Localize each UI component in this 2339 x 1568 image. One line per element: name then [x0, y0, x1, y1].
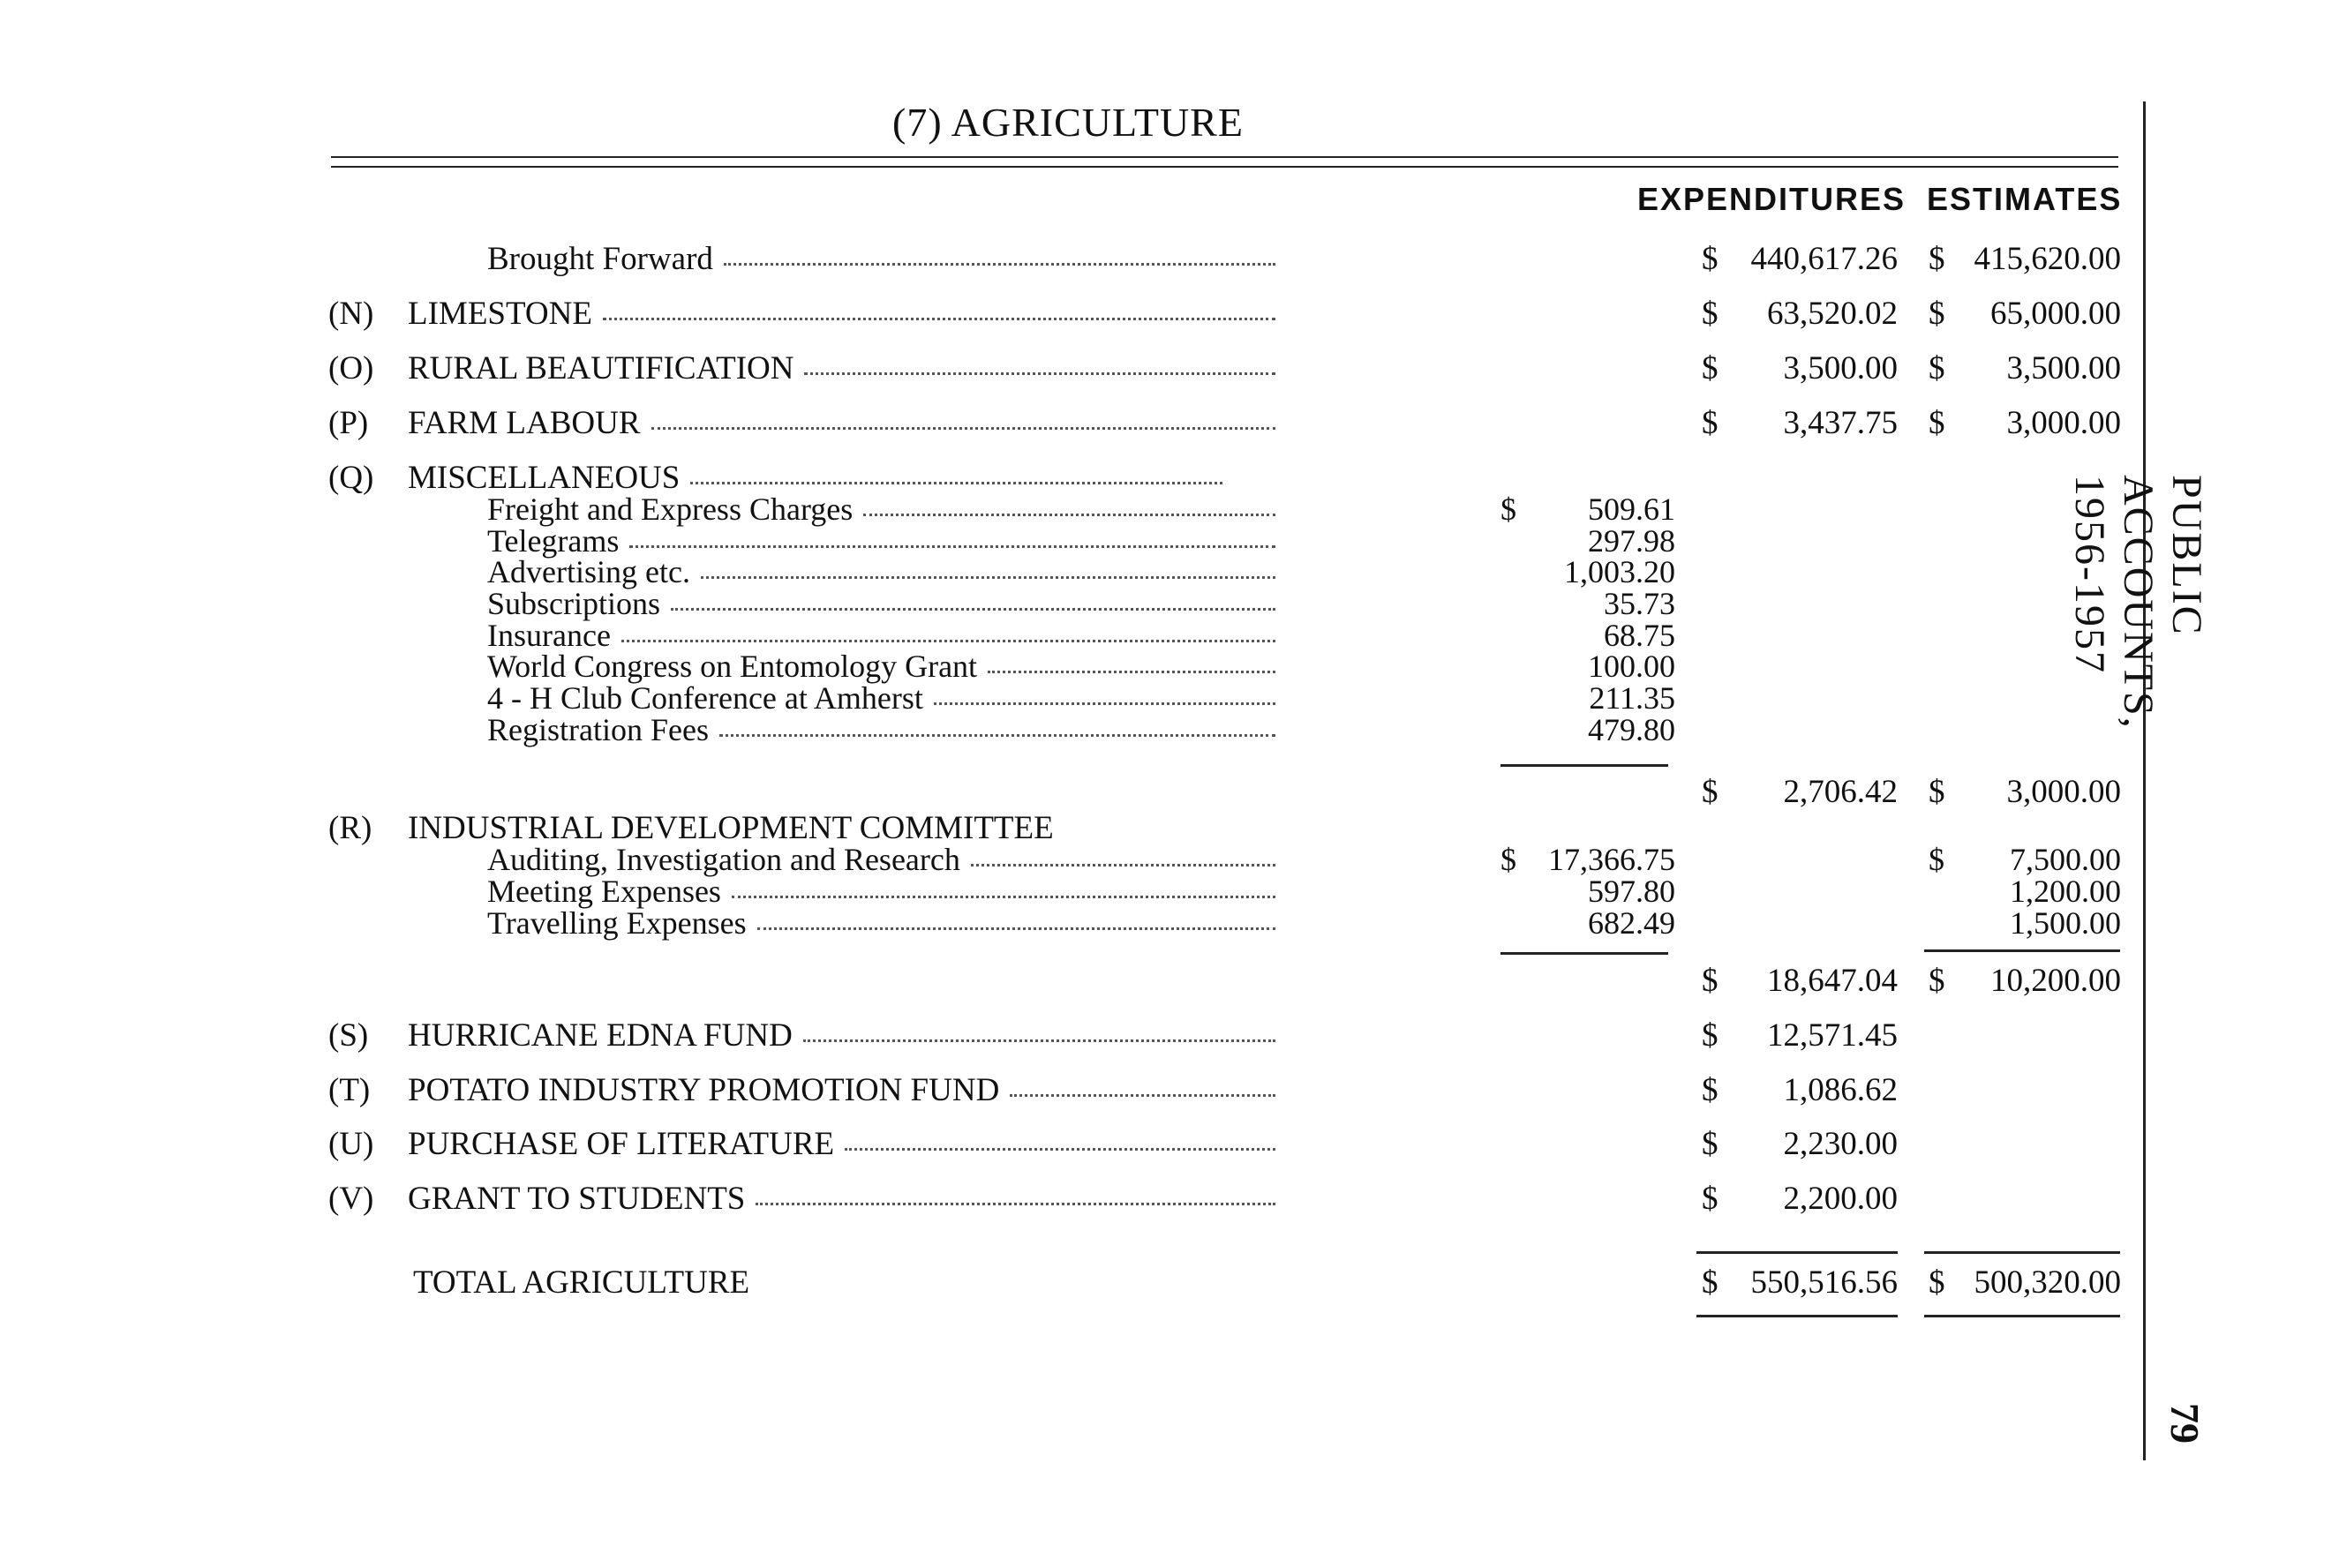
dot-leader	[803, 1039, 1275, 1042]
dot-leader	[845, 1148, 1275, 1151]
expenditure-amount: 1,086.62	[1783, 1072, 1898, 1108]
expenditure-amount: 3,437.75	[1783, 405, 1898, 441]
item-label-text: FARM LABOUR	[408, 405, 641, 441]
expenditure-amount: 12,571.45	[1767, 1017, 1898, 1054]
item-label	[487, 240, 1275, 278]
dollar-sign: $	[1929, 1264, 1945, 1301]
dot-leader	[934, 702, 1275, 705]
dot-leader	[756, 1203, 1275, 1205]
expenditure-amount: 2,200.00	[1783, 1181, 1898, 1217]
sub-item-amount: 597.80	[1588, 874, 1675, 909]
item-label-text: PURCHASE OF LITERATURE	[408, 1126, 835, 1162]
dollar-sign: $	[1929, 842, 1944, 877]
page-number: 79	[2162, 1403, 2207, 1444]
estimates-header: ESTIMATES	[1927, 181, 2123, 217]
dollar-sign: $	[1702, 1264, 1719, 1301]
dollar-sign: $	[1702, 1017, 1719, 1054]
running-head: PUBLIC ACCOUNTS, 1956-1957	[2066, 475, 2210, 730]
sub-item-label-text: 4 - H Club Conference at Amherst	[487, 680, 923, 716]
item-label-text: POTATO INDUSTRY PROMOTION FUND	[408, 1072, 1000, 1108]
expenditure-subtotal: 2,706.42	[1783, 774, 1898, 810]
item-code: (S)	[328, 1017, 369, 1054]
sub-item-amount: 68.75	[1604, 618, 1675, 653]
dot-leader	[719, 734, 1275, 737]
item-label	[408, 295, 1275, 333]
sub-item-label-text: Insurance	[487, 618, 611, 653]
item-code: (R)	[328, 810, 372, 846]
sub-item-label-text: Freight and Express Charges	[487, 491, 854, 527]
dot-leader	[988, 671, 1275, 673]
item-label-text: RURAL BEAUTIFICATION	[408, 350, 794, 386]
dollar-sign: $	[1500, 491, 1516, 527]
dot-leader	[971, 864, 1275, 867]
expenditures-header: EXPENDITURES	[1637, 181, 1907, 217]
dollar-sign: $	[1500, 842, 1516, 877]
estimate-amount: 3,500.00	[2006, 350, 2121, 386]
item-code: (T)	[328, 1072, 371, 1108]
sub-item-amount: 682.49	[1588, 905, 1675, 941]
dollar-sign: $	[1702, 405, 1719, 441]
sub-item-amount: 211.35	[1589, 680, 1675, 716]
dollar-sign: $	[1929, 296, 1945, 332]
item-label	[408, 1071, 1275, 1109]
subtotal-rule	[1924, 949, 2120, 952]
sub-item-label-text: Meeting Expenses	[487, 874, 721, 909]
sub-item-label-text: Subscriptions	[487, 586, 661, 621]
dot-leader	[603, 318, 1275, 320]
sub-item-estimate: 1,500.00	[2010, 905, 2121, 941]
dot-leader	[1010, 1094, 1275, 1097]
sub-item-amount: 100.00	[1588, 649, 1675, 684]
item-code: (Q)	[328, 460, 374, 496]
dollar-sign: $	[1929, 350, 1945, 386]
subtotal-rule	[1500, 952, 1668, 955]
sub-item-amount: 1,003.20	[1564, 554, 1675, 589]
sub-item-label-text: Telegrams	[487, 523, 620, 559]
item-label-text: GRANT TO STUDENTS	[408, 1181, 746, 1217]
item-code: (U)	[328, 1126, 374, 1162]
sub-item-amount: 297.98	[1588, 523, 1675, 559]
dollar-sign: $	[1702, 350, 1719, 386]
total-label: TOTAL AGRICULTURE	[413, 1264, 750, 1301]
total-rule-top	[1924, 1251, 2120, 1254]
total-rule-bottom	[1924, 1315, 2120, 1317]
dot-leader	[804, 372, 1275, 375]
item-label-text: Brought Forward	[487, 241, 713, 277]
sub-item-amount: 509.61	[1588, 491, 1675, 527]
sub-item-estimate: 1,200.00	[2010, 874, 2121, 909]
section-label: INDUSTRIAL DEVELOPMENT COMMITTEE	[408, 810, 1054, 846]
expenditure-amount: 440,617.26	[1750, 241, 1898, 277]
title-rule-top	[331, 156, 2118, 158]
item-label-text: LIMESTONE	[408, 296, 592, 332]
dot-leader	[732, 896, 1275, 898]
dot-leader	[629, 545, 1275, 548]
total-rule-top	[1696, 1251, 1898, 1254]
sub-item-label-text: Travelling Expenses	[487, 905, 747, 941]
expenditure-subtotal: 18,647.04	[1767, 963, 1898, 999]
dollar-sign: $	[1929, 241, 1945, 277]
estimate-subtotal: 3,000.00	[2006, 774, 2121, 810]
estimate-amount: 415,620.00	[1974, 241, 2121, 277]
sub-item-label-text: Auditing, Investigation and Research	[487, 842, 960, 877]
item-label	[408, 1017, 1275, 1054]
dollar-sign: $	[1929, 405, 1945, 441]
item-label-text: HURRICANE EDNA FUND	[408, 1017, 793, 1054]
dollar-sign: $	[1702, 296, 1719, 332]
total-rule-bottom	[1696, 1315, 1898, 1317]
dollar-sign: $	[1702, 774, 1719, 810]
total-expenditure: 550,516.56	[1750, 1264, 1898, 1301]
estimate-subtotal: 10,200.00	[1990, 963, 2121, 999]
subtotal-rule	[1500, 764, 1668, 767]
section-label-text: MISCELLANEOUS	[408, 460, 681, 496]
sub-item-amount: 479.80	[1588, 712, 1675, 747]
sub-item-label	[487, 904, 1275, 942]
dollar-sign: $	[1702, 1072, 1719, 1108]
dollar-sign: $	[1702, 1181, 1719, 1217]
expenditure-amount: 3,500.00	[1783, 350, 1898, 386]
dot-leader	[621, 640, 1275, 642]
estimate-amount: 65,000.00	[1990, 296, 2121, 332]
sub-item-amount: 17,366.75	[1548, 842, 1675, 877]
sub-item-label	[487, 711, 1275, 748]
total-estimate: 500,320.00	[1974, 1264, 2121, 1301]
sub-item-label-text: Registration Fees	[487, 712, 709, 747]
sub-item-label-text: Advertising etc.	[487, 554, 690, 589]
side-rule	[2143, 101, 2146, 1460]
dollar-sign: $	[1702, 1126, 1719, 1162]
dot-leader	[863, 514, 1275, 516]
dot-leader	[701, 576, 1275, 579]
dot-leader	[651, 427, 1276, 430]
item-code: (N)	[328, 296, 374, 332]
dollar-sign: $	[1929, 774, 1945, 810]
sub-item-amount: 35.73	[1604, 586, 1675, 621]
item-label	[408, 1125, 1275, 1163]
dollar-sign: $	[1929, 963, 1945, 999]
sub-item-label-text: World Congress on Entomology Grant	[487, 649, 978, 684]
expenditure-amount: 2,230.00	[1783, 1126, 1898, 1162]
dot-leader	[671, 608, 1275, 611]
dot-leader	[724, 263, 1275, 266]
item-label	[408, 404, 1275, 442]
page-title: (7) AGRICULTURE	[892, 100, 1244, 145]
dollar-sign: $	[1702, 241, 1719, 277]
expenditure-amount: 63,520.02	[1767, 296, 1898, 332]
estimate-amount: 3,000.00	[2006, 405, 2121, 441]
item-label	[408, 1180, 1275, 1218]
item-code: (O)	[328, 350, 374, 386]
item-code: (V)	[328, 1181, 374, 1217]
item-code: (P)	[328, 405, 369, 441]
title-rule-bottom	[331, 166, 2118, 168]
dollar-sign: $	[1702, 963, 1719, 999]
sub-item-estimate: 7,500.00	[2010, 842, 2121, 877]
item-label	[408, 349, 1275, 387]
dot-leader	[757, 927, 1275, 930]
dot-leader	[690, 482, 1222, 484]
